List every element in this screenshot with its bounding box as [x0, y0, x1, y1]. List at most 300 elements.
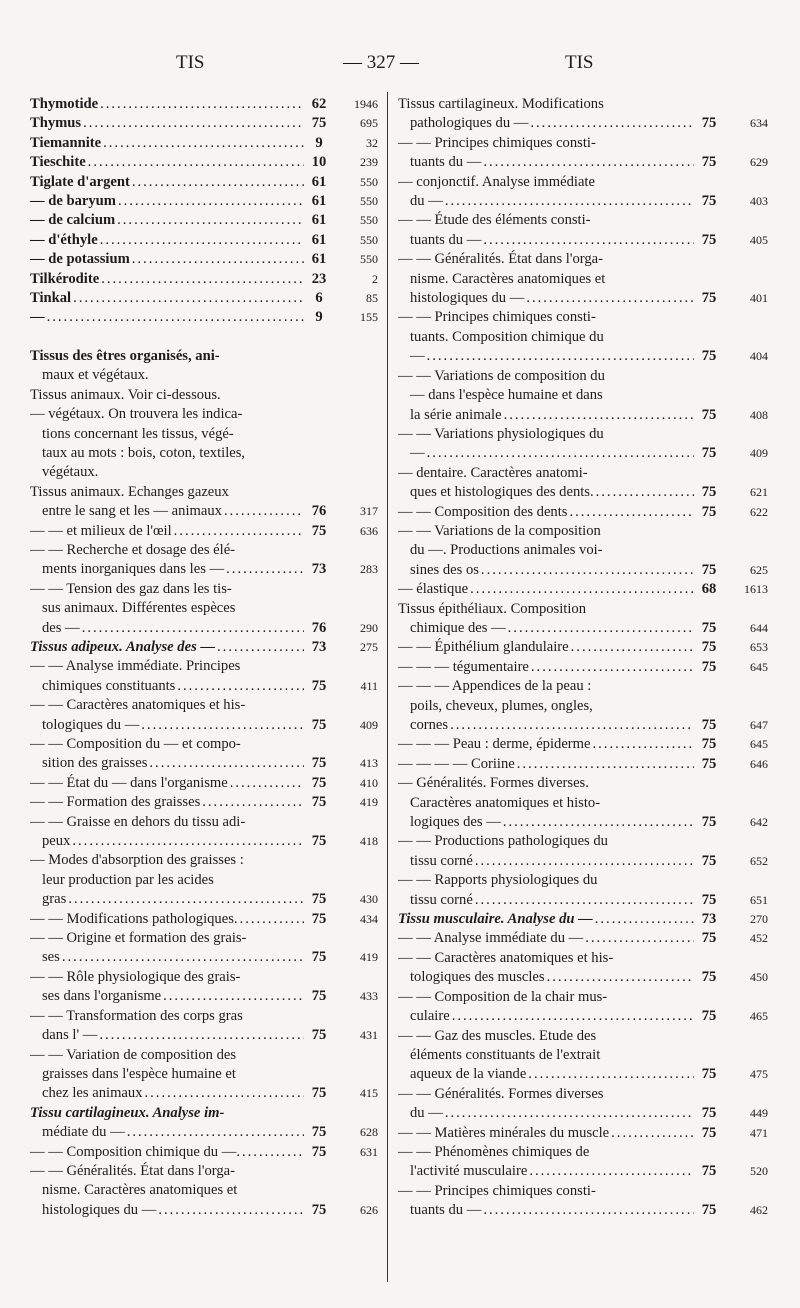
entry-term: dans l' —	[42, 1027, 98, 1044]
volume-number: 75	[311, 677, 327, 694]
entry-text-line: — — Généralités. État dans l'orga-	[30, 1162, 235, 1179]
entry-text-line: Tissus cartilagineux. Modifications	[398, 96, 604, 112]
index-entry	[30, 580, 378, 638]
entry-text-line: Tissus animaux. Echanges gazeux	[30, 483, 229, 500]
entry-reference-row	[30, 910, 378, 929]
volume-number: 10	[311, 154, 327, 171]
page-reference: 409	[360, 717, 378, 732]
index-entry	[30, 211, 378, 230]
index-entry	[30, 813, 378, 852]
entry-text-line: graisses dans l'espèce humaine et	[42, 1065, 236, 1082]
index-entry	[398, 1182, 768, 1221]
entry-reference-row	[398, 1162, 768, 1181]
dot-leader	[596, 483, 694, 502]
index-entry	[30, 192, 378, 211]
dot-leader	[530, 114, 694, 133]
dot-leader	[62, 948, 304, 967]
index-entry	[30, 522, 378, 541]
entry-reference-row	[30, 153, 378, 172]
volume-number: 75	[311, 115, 327, 132]
page-reference: 550	[360, 213, 378, 228]
entry-term: tuants du —	[410, 154, 482, 171]
entry-reference-row	[398, 638, 768, 657]
entry-term: — — Composition des dents	[398, 503, 568, 520]
page-reference: 418	[360, 834, 378, 849]
dot-leader	[240, 910, 304, 929]
page-header	[0, 52, 800, 82]
entry-text-line: tuants. Composition chimique du	[410, 328, 604, 345]
page-reference: 647	[750, 718, 768, 732]
volume-number: 75	[701, 891, 717, 908]
index-entry	[398, 425, 768, 464]
entry-reference-row	[398, 289, 768, 308]
page-reference: 85	[366, 291, 378, 306]
entry-reference-row	[30, 1123, 378, 1142]
entry-term: tologiques du —	[42, 716, 140, 733]
volume-number: 75	[701, 115, 717, 132]
entry-term: — — Formation des graisses	[30, 794, 201, 811]
volume-number: 75	[701, 561, 717, 578]
entry-reference-row	[398, 347, 768, 366]
dot-leader	[149, 754, 304, 773]
dot-leader	[100, 95, 304, 114]
index-entry	[398, 638, 768, 657]
entry-text-line: — Modes d'absorption des graisses :	[30, 852, 244, 869]
index-entry	[398, 95, 768, 134]
entry-term: — d'éthyle	[30, 231, 98, 248]
index-entry	[30, 289, 378, 308]
entry-reference-row	[30, 677, 378, 696]
index-entry	[398, 658, 768, 677]
volume-number: 75	[701, 193, 717, 210]
page-reference: 634	[750, 116, 768, 131]
entry-reference-row	[398, 813, 768, 832]
entry-text-line: — dans l'espèce humaine et dans	[410, 387, 603, 404]
dot-leader	[88, 153, 304, 172]
index-entry	[398, 929, 768, 948]
dot-leader	[483, 231, 694, 250]
index-entry	[398, 755, 768, 774]
page-reference: 32	[366, 135, 378, 150]
entry-reference-row	[398, 929, 768, 948]
page-reference: 410	[360, 775, 378, 790]
entry-text-line: — — Étude des éléments consti-	[398, 212, 591, 229]
volume-number: 75	[701, 406, 717, 423]
page-reference: 462	[750, 1203, 768, 1218]
volume-number: 62	[311, 96, 327, 112]
entry-text-line: — — Rapports physiologiques du	[398, 872, 598, 889]
volume-number: 75	[311, 988, 327, 1005]
entry-text-line: tions concernant les tissus, végé-	[42, 425, 234, 442]
dot-leader	[99, 1026, 304, 1045]
index-entry	[30, 696, 378, 735]
page-reference: 403	[750, 194, 768, 209]
index-entry	[30, 910, 378, 929]
volume-number: 75	[701, 1202, 717, 1219]
page-reference: 550	[360, 174, 378, 189]
entry-term: Tieschite	[30, 154, 86, 171]
entry-text-line: Caractères anatomiques et histo-	[410, 794, 601, 811]
dot-leader	[72, 832, 304, 851]
dot-leader	[73, 289, 304, 308]
dot-leader	[177, 677, 304, 696]
entry-text-line: Tissus animaux. Voir ci-dessous.	[30, 386, 221, 403]
page-reference: 1613	[744, 582, 768, 597]
entry-text-line: — — Rôle physiologique des grais-	[30, 968, 241, 985]
index-entry	[30, 1143, 378, 1162]
entry-term: l'activité musculaire	[410, 1163, 528, 1180]
index-entry	[30, 1007, 378, 1046]
entry-reference-row	[398, 231, 768, 250]
entry-term: — — — Peau : derme, épiderme	[398, 736, 591, 753]
volume-number: 75	[311, 891, 327, 908]
entry-text-line: — — — Appendices de la peau :	[398, 678, 592, 695]
index-entry	[398, 1027, 768, 1085]
entry-term: — — et milieux de l'œil	[30, 522, 172, 539]
dot-leader	[470, 580, 694, 599]
entry-reference-row	[30, 1201, 378, 1220]
entry-text-line: — — Variations de la composition	[398, 522, 601, 539]
index-entry	[30, 231, 378, 250]
entry-term: médiate du —	[42, 1124, 125, 1141]
page-reference: 404	[750, 349, 768, 364]
volume-number: 75	[701, 503, 717, 520]
volume-number: 75	[311, 910, 327, 927]
page-reference: 450	[750, 970, 768, 985]
page-reference: 475	[750, 1067, 768, 1082]
entry-reference-row	[398, 658, 768, 677]
dot-leader	[132, 250, 304, 269]
dot-leader	[242, 1143, 304, 1162]
volume-number: 75	[311, 716, 327, 733]
entry-reference-row	[30, 560, 378, 579]
entry-reference-row	[398, 561, 768, 580]
dot-leader	[82, 619, 304, 638]
dot-leader	[595, 910, 694, 929]
entry-reference-row	[30, 1026, 378, 1045]
dot-leader	[224, 502, 304, 521]
volume-number: 75	[701, 484, 717, 501]
dot-leader	[117, 211, 304, 230]
entry-term: — — État du — dans l'organisme	[30, 774, 228, 791]
index-entry	[398, 871, 768, 910]
entry-reference-row	[30, 774, 378, 793]
dot-leader	[503, 813, 694, 832]
index-entry	[398, 173, 768, 212]
entry-text-line: — — Variation de composition des	[30, 1046, 237, 1063]
entry-text-line: — — Généralités. Formes diverses	[398, 1085, 604, 1102]
entry-reference-row	[398, 735, 768, 754]
entry-term: chez les animaux	[42, 1085, 143, 1102]
volume-number: 75	[311, 774, 327, 791]
dot-leader	[163, 987, 304, 1006]
dot-leader	[445, 192, 694, 211]
entry-term: ses	[42, 949, 60, 966]
index-entry	[398, 910, 768, 929]
volume-number: 9	[315, 309, 323, 326]
volume-number: 75	[701, 348, 717, 365]
entry-reference-row	[398, 444, 768, 463]
volume-number: 75	[701, 290, 717, 307]
entry-text-line: — — Origine et formation des grais-	[30, 930, 247, 947]
entry-term: ses dans l'organisme	[42, 988, 162, 1005]
entry-reference-row	[30, 134, 378, 153]
entry-term: tissu corné	[410, 891, 473, 908]
volume-number: 75	[311, 794, 327, 811]
entry-text-line: — — Principes chimiques consti-	[398, 134, 596, 151]
index-entry	[398, 832, 768, 871]
page-reference: 1946	[354, 97, 378, 111]
dot-leader	[504, 406, 694, 425]
page-reference: 625	[750, 562, 768, 577]
volume-number: 73	[311, 638, 327, 655]
index-entry	[398, 367, 768, 425]
index-entry	[30, 270, 378, 289]
entry-reference-row	[30, 502, 378, 521]
page-reference: 401	[750, 291, 768, 306]
column-divider	[387, 92, 388, 1282]
page-reference: 408	[750, 407, 768, 422]
entry-text-line: — — Gaz des muscles. Etude des	[398, 1027, 597, 1044]
page-reference: 653	[750, 640, 768, 655]
volume-number: 9	[315, 134, 323, 151]
page-reference: 419	[360, 795, 378, 810]
index-entry	[398, 677, 768, 735]
entry-reference-row	[30, 948, 378, 967]
entry-term: tologiques des muscles	[410, 969, 545, 986]
volume-number: 75	[701, 852, 717, 869]
volume-number: 75	[311, 1201, 327, 1218]
entry-reference-row	[398, 1124, 768, 1143]
entry-term: Tinkal	[30, 290, 72, 307]
volume-number: 76	[311, 503, 327, 520]
dot-leader	[452, 1007, 694, 1026]
entry-reference-row	[30, 211, 378, 230]
dot-leader	[483, 1201, 694, 1220]
entry-reference-row	[30, 716, 378, 735]
volume-number: 68	[701, 581, 717, 598]
entry-reference-row	[30, 192, 378, 211]
page-number: — 327 —	[343, 52, 419, 73]
dot-leader	[571, 638, 694, 657]
entry-reference-row	[398, 483, 768, 502]
entry-reference-row	[398, 406, 768, 425]
volume-number: 75	[701, 154, 717, 171]
page-reference: 434	[360, 911, 378, 926]
entry-term: histologiques du —	[42, 1201, 157, 1218]
entry-text-line: — — Composition du — et compo-	[30, 736, 241, 752]
entry-text-line: Tissus des êtres organisés, ani-	[30, 347, 220, 364]
index-entry	[30, 968, 378, 1007]
index-entry	[30, 657, 378, 696]
volume-number: 75	[701, 1066, 717, 1083]
index-entry	[30, 851, 378, 909]
entry-term: pathologiques du —	[410, 115, 529, 132]
entry-term: — — Matières minérales du muscle	[398, 1124, 610, 1141]
entry-text-line: Tissus épithéliaux. Composition	[398, 600, 586, 617]
page-reference: 2	[372, 271, 378, 286]
index-entry	[30, 541, 378, 580]
volume-number: 75	[701, 969, 717, 986]
entry-text-line: — — Graisse en dehors du tissu adi-	[30, 813, 246, 830]
entry-reference-row	[398, 503, 768, 522]
dot-leader	[531, 658, 694, 677]
volume-number: 61	[311, 193, 327, 210]
entry-text-line: — — Variations de composition du	[398, 367, 605, 384]
dot-leader	[127, 1123, 304, 1142]
entry-reference-row	[398, 968, 768, 987]
entry-text-line: taux au mots : bois, coton, textiles,	[42, 444, 246, 461]
page-reference: 413	[360, 756, 378, 771]
dot-leader	[593, 735, 695, 754]
entry-term: histologiques du —	[410, 290, 525, 307]
entry-term: la série animale	[410, 406, 502, 423]
volume-number: 75	[701, 231, 717, 248]
entry-reference-row	[30, 890, 378, 909]
page-reference: 317	[360, 504, 378, 519]
dot-leader	[101, 270, 304, 289]
page-reference: 270	[750, 912, 768, 927]
index-entry	[398, 1143, 768, 1182]
entry-text-line: — — Variations physiologiques du	[398, 425, 604, 442]
volume-number: 75	[311, 833, 327, 850]
page-reference: 409	[750, 446, 768, 461]
page-reference: 695	[360, 116, 378, 131]
volume-number: 73	[701, 911, 717, 928]
entry-text-line: — — Composition de la chair mus-	[398, 988, 608, 1005]
index-entry	[398, 1124, 768, 1143]
entry-reference-row	[30, 173, 378, 192]
volume-number: 61	[311, 173, 327, 190]
entry-reference-row	[30, 308, 378, 327]
entry-term: Thymus	[30, 115, 82, 132]
page-reference: 652	[750, 853, 768, 868]
volume-number: 75	[311, 1124, 327, 1141]
volume-number: 75	[701, 1124, 717, 1141]
volume-number: 61	[311, 212, 327, 229]
entry-text-line: — — Analyse immédiate. Principes	[30, 658, 241, 675]
entry-reference-row	[398, 153, 768, 172]
index-entry	[30, 250, 378, 269]
entry-term: Thymotide	[30, 96, 99, 112]
volume-number: 6	[315, 290, 323, 307]
entry-reference-row	[398, 891, 768, 910]
entry-reference-row	[30, 114, 378, 133]
entry-term: —	[410, 445, 425, 462]
left-index-column	[30, 95, 378, 1220]
index-entry	[398, 308, 768, 366]
entry-term: Tissu musculaire. Analyse du —	[398, 911, 593, 928]
entry-text-line: — Généralités. Formes diverses.	[398, 775, 589, 792]
page-reference: 621	[750, 485, 768, 500]
entry-term: Tilkérodite	[30, 270, 100, 287]
volume-number: 75	[701, 619, 717, 636]
dot-leader	[226, 560, 304, 579]
index-entry	[30, 1162, 378, 1220]
page-reference: 642	[750, 815, 768, 830]
entry-text-line: sus animaux. Différentes espèces	[42, 600, 236, 617]
index-entry	[30, 638, 378, 657]
entry-reference-row	[30, 754, 378, 773]
index-entry	[30, 134, 378, 153]
dot-leader	[569, 503, 694, 522]
entry-term: gras	[42, 891, 67, 908]
dot-leader	[450, 716, 694, 735]
index-entry	[398, 735, 768, 754]
page-reference: 629	[750, 155, 768, 170]
entry-term: des —	[42, 619, 80, 636]
dot-leader	[202, 793, 304, 812]
entry-reference-row	[30, 793, 378, 812]
entry-term: — — Composition chimique du —.	[30, 1143, 240, 1160]
dot-leader	[427, 444, 694, 463]
index-entry	[398, 522, 768, 580]
volume-number: 61	[311, 251, 327, 268]
entry-term: tuants du —	[410, 231, 482, 248]
entry-reference-row	[30, 522, 378, 541]
entry-term: du —	[410, 193, 443, 210]
dot-leader	[217, 638, 304, 657]
index-entry	[30, 95, 378, 114]
entry-term: entre le sang et les — animaux	[42, 503, 222, 520]
page-reference: 239	[360, 155, 378, 170]
dot-leader	[230, 774, 304, 793]
entry-text-line: leur production par les acides	[42, 871, 214, 888]
volume-number: 75	[701, 814, 717, 831]
entry-reference-row	[398, 619, 768, 638]
index-entry	[398, 211, 768, 250]
entry-term: — de baryum	[30, 193, 116, 210]
index-entry	[30, 735, 378, 774]
page-reference: 644	[750, 620, 768, 635]
page-reference: 631	[360, 1144, 378, 1159]
dot-leader	[158, 1201, 304, 1220]
entry-text-line: poils, cheveux, plumes, ongles,	[410, 697, 593, 714]
volume-number: 23	[311, 270, 327, 287]
entry-term: du —	[410, 1105, 443, 1122]
entry-text-line: éléments constituants de l'extrait	[410, 1046, 601, 1063]
index-entry	[30, 793, 378, 812]
entry-reference-row	[30, 95, 378, 114]
volume-number: 75	[311, 1143, 327, 1160]
entry-reference-row	[398, 114, 768, 133]
entry-term: cornes	[410, 717, 449, 733]
volume-number: 75	[701, 639, 717, 656]
entry-term: — — — tégumentaire	[398, 658, 529, 675]
dot-leader	[529, 1162, 694, 1181]
page-reference: 465	[750, 1009, 768, 1024]
volume-number: 75	[701, 930, 717, 947]
volume-number: 75	[701, 717, 717, 733]
entry-term: Tissus adipeux. Analyse des —	[30, 638, 216, 655]
page-reference: 550	[360, 232, 378, 247]
volume-number: 61	[311, 231, 327, 248]
entry-term: chimiques constituants	[42, 677, 176, 694]
entry-term: — — Modifications pathologiques.	[30, 910, 238, 927]
page-reference: 155	[360, 310, 378, 325]
entry-reference-row	[30, 231, 378, 250]
entry-text-line: — — Principes chimiques consti-	[398, 309, 596, 326]
entry-text-line: — — Transformation des corps gras	[30, 1007, 243, 1024]
entry-reference-row	[398, 192, 768, 211]
index-entry	[398, 988, 768, 1027]
dot-leader	[145, 1084, 305, 1103]
page-reference: 645	[750, 659, 768, 674]
entry-text-line: — végétaux. On trouvera les indica-	[30, 406, 243, 423]
dot-leader	[483, 153, 694, 172]
entry-term: logiques des —	[410, 814, 501, 831]
entry-text-line: nisme. Caractères anatomiques et	[42, 1182, 238, 1199]
